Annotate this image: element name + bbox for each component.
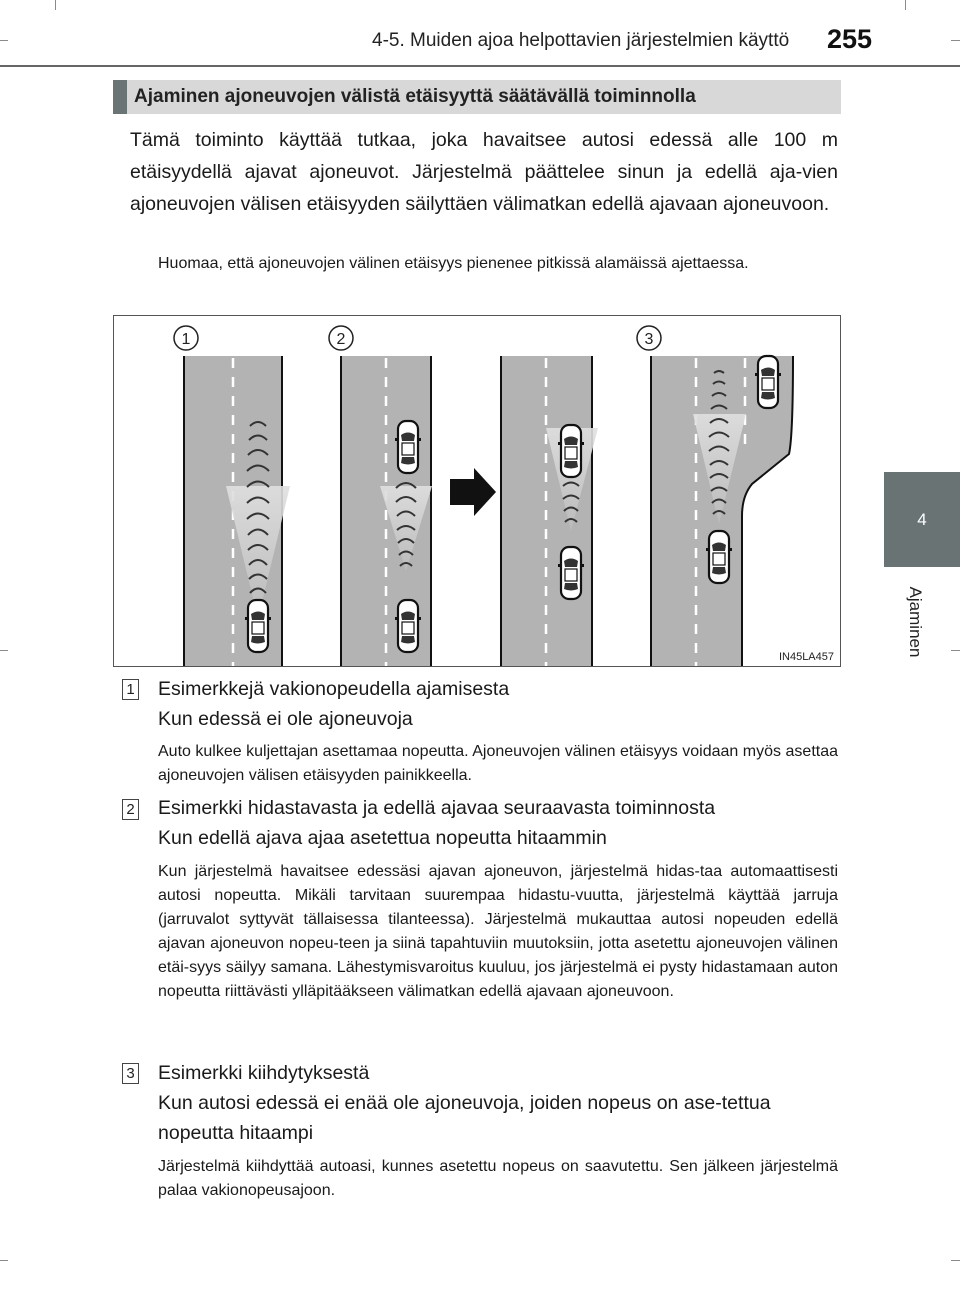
running-header-title: 4-5. Muiden ajoa helpottavien järjestelmien käyttö — [372, 30, 790, 51]
item-3-title: Esimerkki kiihdytyksestä — [158, 1062, 370, 1084]
item-2-title: Esimerkki hidastavasta ja edellä ajavaa seuraavasta toiminnosta — [158, 797, 716, 819]
transition-arrow-icon — [450, 468, 496, 516]
section-heading-accent — [113, 80, 127, 114]
acc-illustration — [113, 315, 841, 667]
figure-code: IN45LA457 — [778, 651, 834, 663]
item-marker-2: 2 — [122, 799, 139, 820]
own-car — [395, 600, 421, 652]
crop-mark — [0, 650, 8, 651]
item-2-condition: Kun edellä ajava ajaa asetettua nopeutta hitaammin — [158, 827, 607, 849]
road-diagram — [114, 316, 841, 667]
item-2-body: Kun järjestelmä havaitsee edessäsi ajavan ajoneuvon, järjestelmä hidas-taa automaattisesti autosi nopeutta. Mikäli tarvitaan suurempaa hidastu-vuutta, järjestelmä käyttää jarruja (jarruvalot syttyvät tällaisessa tilanteessa). Järjestelmä mukauttaa autosi nopeuden edellä ajavan ajoneuvon nopeu-teen ja siinä tapahtuviin muutoksiin, jotta asetettu ajoneuvojen välinen etäi-syys säilyy samana. Lähestymisvaroitus kuuluu, jos järjestelmä ei pysty hidastamaan auton nopeutta riittävästi ylläpitääkseen välimatkan edellä ajavaan ajoneuvoon. — [158, 863, 838, 1000]
crop-mark — [951, 1260, 960, 1261]
crop-mark — [0, 40, 8, 41]
item-2-heading — [158, 793, 838, 853]
item-3-heading — [158, 1058, 838, 1148]
crop-mark — [951, 40, 960, 41]
chapter-tab-label-text: Ajaminen — [906, 586, 925, 658]
item-3-condition: Kun autosi edessä ei enää ole ajoneuvoja, joiden nopeus on ase-tettua nopeutta hitaampi — [158, 1092, 771, 1144]
figure-marker-2-label: 2 — [336, 331, 346, 348]
item-1-body: Auto kulkee kuljettajan asettamaa nopeutta. Ajoneuvojen välinen etäisyys voidaan myös asettaa ajoneuvojen välisen etäisyyden painikkeella. — [158, 743, 838, 784]
item-1-title: Esimerkkejä vakionopeudella ajamisesta — [158, 678, 510, 700]
crop-mark — [55, 0, 56, 10]
crop-mark — [0, 1260, 8, 1261]
own-car — [245, 600, 271, 652]
item-marker-1: 1 — [122, 679, 139, 700]
item-marker-3: 3 — [122, 1063, 139, 1084]
section-heading-text: Ajaminen ajoneuvojen välistä etäisyyttä säätävällä toiminnolla — [134, 86, 696, 107]
figure-marker-3-label: 3 — [644, 331, 654, 348]
figure-marker-1-label: 1 — [181, 331, 191, 348]
header-rule — [0, 65, 960, 67]
page-number: 255 — [827, 24, 873, 54]
item-1-condition: Kun edessä ei ole ajoneuvoja — [158, 708, 413, 730]
chapter-tab-number: 4 — [884, 472, 960, 567]
chapter-tab-label — [875, 582, 955, 662]
item-3-body: Järjestelmä kiihdyttää autoasi, kunnes asetettu nopeus on saavutettu. Sen jälkeen järjestelmä palaa vakionopeusajoon. — [158, 1158, 838, 1199]
overtaken-car — [755, 356, 781, 408]
own-car — [706, 531, 732, 583]
intro-paragraph: Tämä toiminto käyttää tutkaa, joka havaitsee autosi edessä alle 100 m etäisyydellä ajavat ajoneuvot. Järjestelmä päättelee sinun ja edellä aja-vien ajoneuvojen välisen etäisyyden säilyttäen välimatkan edellä ajavaan ajoneuvoon. — [130, 129, 838, 215]
note-paragraph: Huomaa, että ajoneuvojen välinen etäisyys pienenee pitkissä alamäissä ajettaessa. — [158, 255, 749, 272]
own-car — [558, 547, 584, 599]
preceding-car — [558, 425, 584, 477]
crop-mark — [905, 0, 906, 10]
item-1-heading — [158, 674, 838, 734]
section-heading — [113, 80, 841, 114]
preceding-car — [395, 421, 421, 473]
